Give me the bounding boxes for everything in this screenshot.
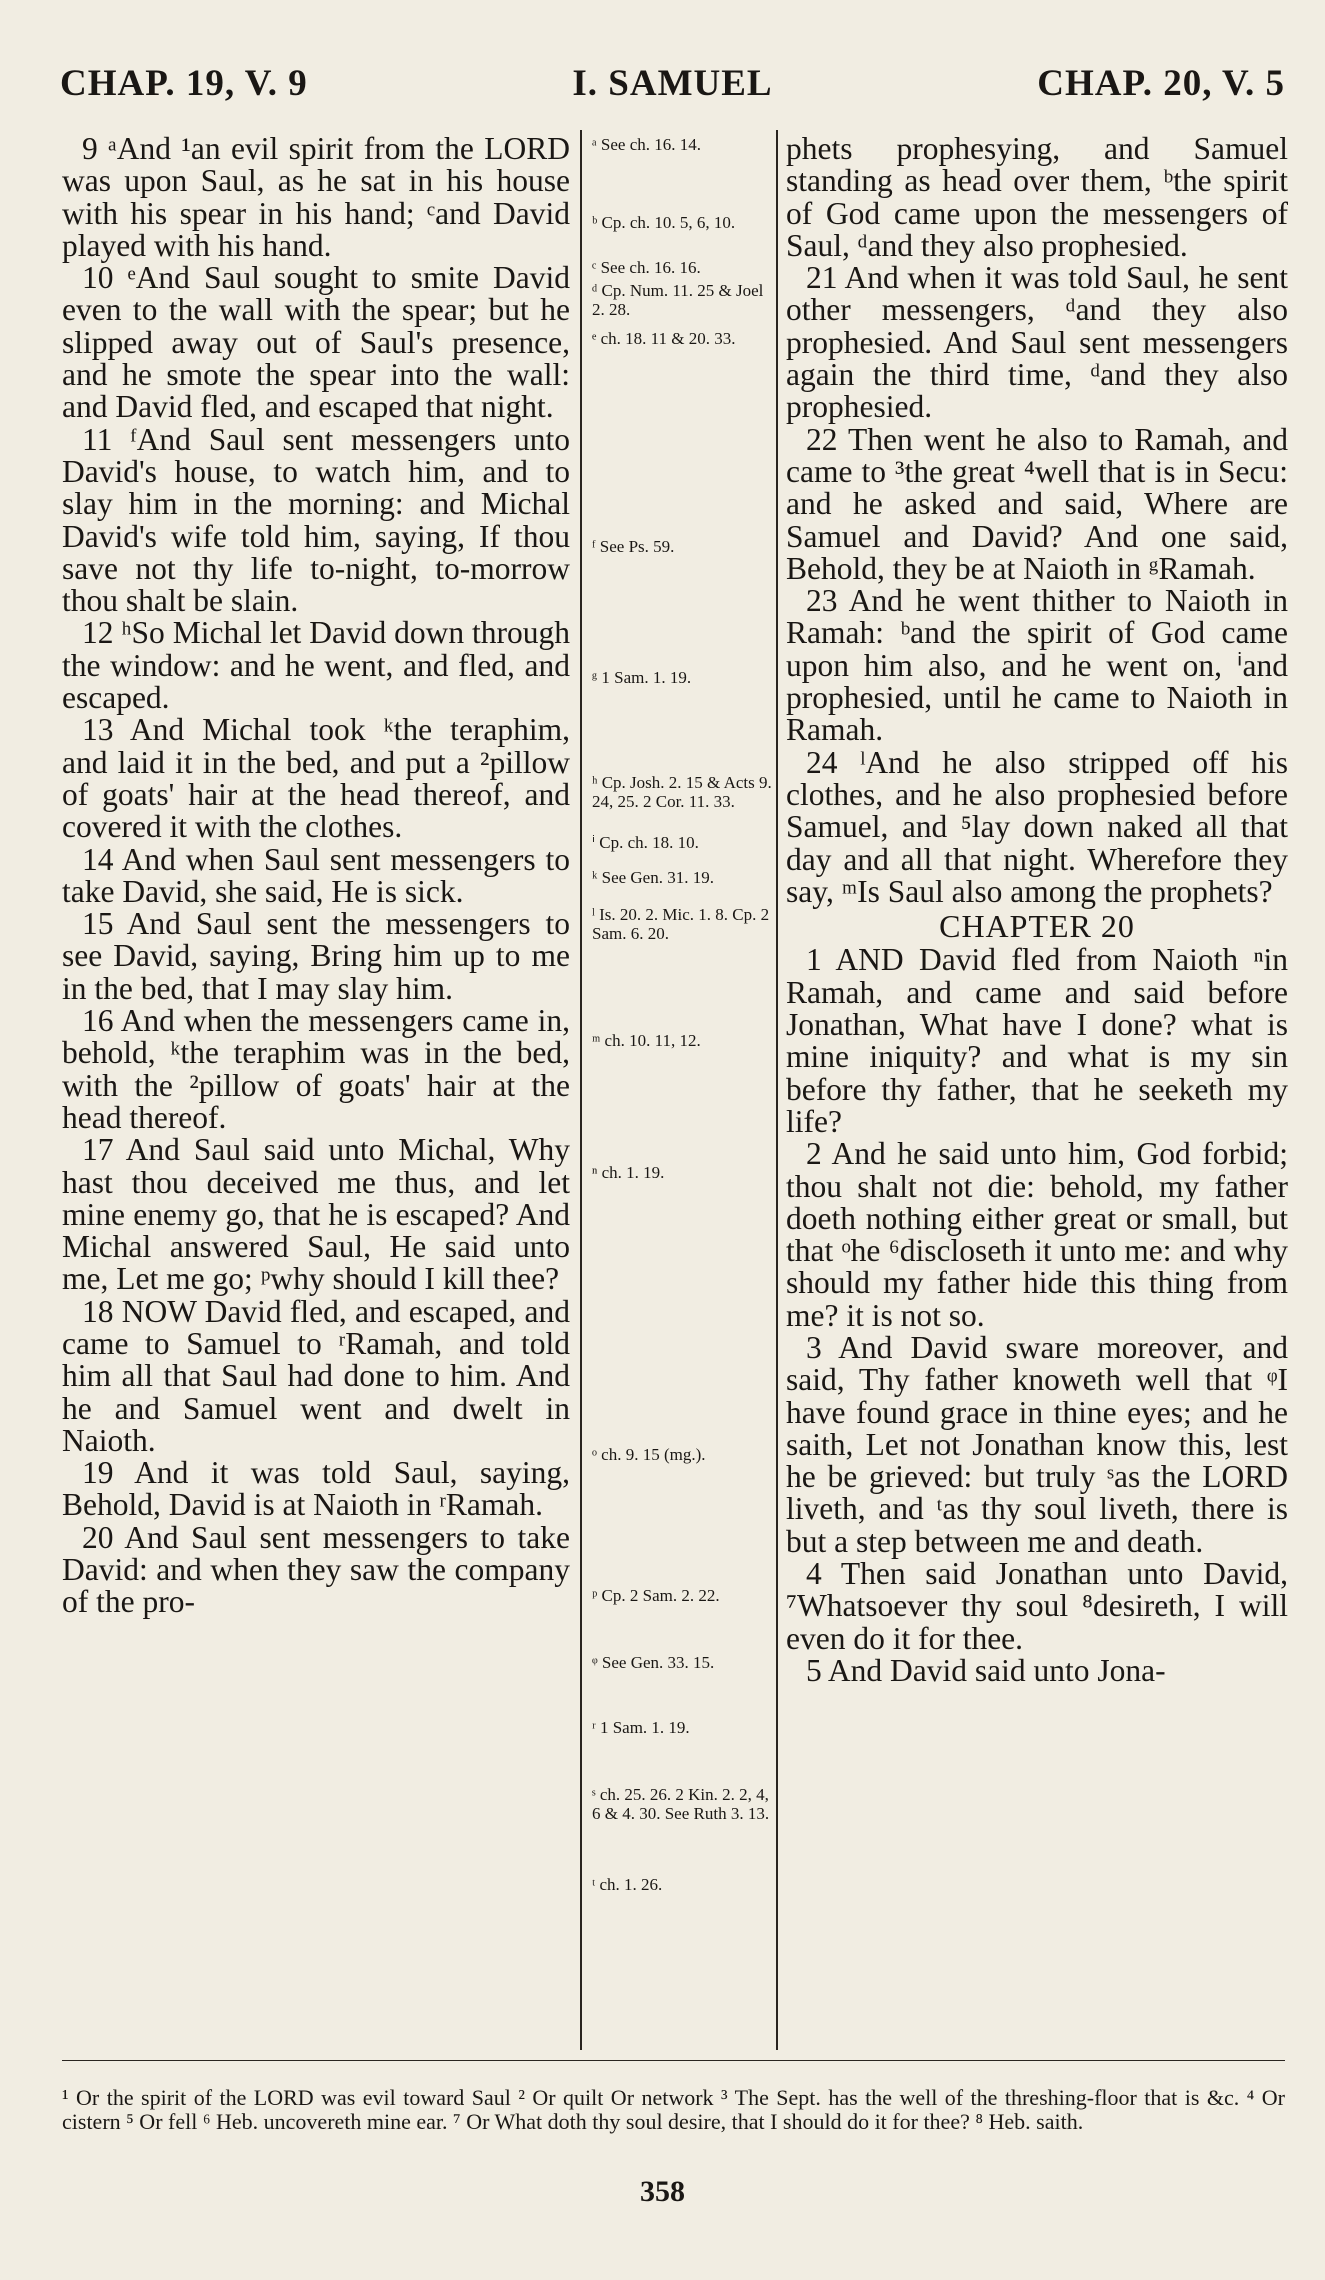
verse-16: 16 And when the messengers came in, behold, ᵏthe teraphim was in the bed, with the ²pillow of goats' hair at the head thereof. (62, 1003, 570, 1135)
cross-ref-a: ᵃ See ch. 16. 14. (592, 135, 701, 154)
verse-24: 24 ˡAnd he also stripped off his clothes, and he also prophesied before Samuel, and ⁵lay down naked all that day and all that night. Wherefore they say, ᵐIs Saul also among the prophets? (786, 744, 1288, 909)
verse-9: 9 ᵃAnd ¹an evil spirit from the LORD was upon Saul, as he sat in his house with his spear in his hand; ᶜand David played with his hand. (62, 131, 570, 263)
ch20-verse-4: 4 Then said Jonathan unto David, ⁷Whatsoever thy soul ⁸desireth, I will even do it for thee. (786, 1556, 1288, 1656)
verse-13: 13 And Michal took ᵏthe teraphim, and laid it in the bed, and put a ²pillow of goats' hair at the head thereof, and covered it with the clothes. (62, 712, 570, 845)
verse-12: 12 ʰSo Michal let David down through the window: and he went, and fled, and escaped. (62, 615, 570, 716)
chapter-heading: CHAPTER 20 (939, 908, 1135, 945)
cross-ref-b: ᵇ Cp. ch. 10. 5, 6, 10. (592, 213, 736, 232)
footnotes: ¹ Or the spirit of the LORD was evil toward Saul ² Or quilt Or network ³ The Sept. has the well of the threshing-floor that is &c. ⁴ Or cistern ⁵ Or fell ⁶ Heb. uncovereth mine ear. ⁷ Or What doth thy soul desire, that I should do it for thee? ⁸ Heb. saith. (62, 2085, 1285, 2134)
page-number: 358 (640, 2175, 685, 2208)
cross-ref-m: ᵐ ch. 10. 11, 12. (592, 1031, 701, 1050)
header-book-title: I. SAMUEL (572, 63, 773, 104)
left-text-column (62, 133, 570, 1619)
cross-ref-t: ᵗ ch. 1. 26. (592, 1875, 663, 1894)
verse-21: 21 And when it was told Saul, he sent other messengers, ᵈand they also prophesied. And Saul sent messengers again the third time, ᵈand they also prophesied. (786, 260, 1288, 425)
verse-22: 22 Then went he also to Ramah, and came to ³the great ⁴well that is in Secu: and he asked and said, Where are Samuel and David? And one said, Behold, they be at Naioth in ᵍRamah. (786, 421, 1288, 586)
cross-ref-r: ʳ 1 Sam. 1. 19. (592, 1718, 690, 1737)
header-right: CHAP. 20, V. 5 (1037, 63, 1285, 104)
cross-ref-c: ᶜ See ch. 16. 16. (592, 258, 701, 277)
column-rule-right (776, 130, 778, 2050)
cross-ref-f: ᶠ See Ps. 59. (592, 537, 675, 556)
verse-15: 15 And Saul sent the messengers to see David, saying, Bring him up to me in the bed, that I may slay him. (62, 906, 570, 1006)
cross-ref-n: ⁿ ch. 1. 19. (592, 1163, 665, 1182)
ch20-verse-5: 5 And David said unto Jona- (806, 1652, 1166, 1688)
cross-ref-o: ᵒ ch. 9. 15 (mg.). (592, 1445, 706, 1464)
verse-18: 18 NOW David fled, and escaped, and came to Samuel to ʳRamah, and told him all that Saul had done to him. And he and Samuel went and dwelt in Naioth. (62, 1293, 570, 1458)
cross-ref-e: ᵉ ch. 18. 11 & 20. 33. (592, 329, 736, 348)
right-text-column (786, 133, 1288, 1687)
cross-ref-d: ᵈ Cp. Num. 11. 25 & Joel 2. 28. (592, 281, 764, 319)
ch20-verse-1: 1 AND David fled from Naioth ⁿin Ramah, and came and said before Jonathan, What have I done? what is mine iniquity? and what is my sin before thy father, that he seeketh my life? (786, 942, 1288, 1139)
cross-ref-i: ⁱ Cp. ch. 18. 10. (592, 833, 699, 852)
verse-11: 11 ᶠAnd Saul sent messengers unto David's house, to watch him, and to slay him in the morning: and Michal David's wife told him, saying, If thou save not thy life to-night, to-morrow thou shalt be slain. (62, 421, 570, 619)
ch20-verse-2: 2 And he said unto him, God forbid; thou shalt not die: behold, my father doeth nothing either great or small, but that ᵒhe ⁶discloseth it unto me: and why should my father hide this thing from me? it is not so. (786, 1136, 1288, 1333)
cross-ref-h: ʰ Cp. Josh. 2. 15 & Acts 9. 24, 25. 2 Cor. 11. 33. (592, 773, 772, 811)
ch20-verse-3: 3 And David sware moreover, and said, Thy father knoweth well that ᵠI have found grace in thine eyes; and he saith, Let not Jonathan know this, lest he be grieved: but truly ˢas the LORD liveth, and ᵗas thy soul liveth, there is but a step between me and death. (786, 1329, 1288, 1559)
verse-10: 10 ᵉAnd Saul sought to smite David even to the wall with the spear; but he slipped away out of Saul's presence, and he smote the spear into the wall: and David fled, and escaped that night. (62, 260, 570, 425)
column-rule-left (580, 130, 582, 2050)
verse-19: 19 And it was told Saul, saying, Behold, David is at Naioth in ʳRamah. (62, 1455, 570, 1523)
cross-ref-q: ᵠ See Gen. 33. 15. (592, 1653, 715, 1672)
verse-23: 23 And he went thither to Naioth in Ramah: ᵇand the spirit of God came upon him also, and he went on, ⁱand prophesied, until he came to Naioth in Ramah. (786, 583, 1288, 748)
cross-ref-g: ᵍ 1 Sam. 1. 19. (592, 668, 692, 687)
running-header (60, 62, 1285, 122)
cross-ref-s: ˢ ch. 25. 26. 2 Kin. 2. 2, 4, 6 & 4. 30. See Ruth 3. 13. (592, 1785, 770, 1823)
verse-20-cont: phets prophesying, and Samuel standing as head over them, ᵇthe spirit of God came upon the messengers of Saul, ᵈand they also prophesied. (786, 131, 1288, 263)
verse-20: 20 And Saul sent messengers to take David: and when they saw the company of the pro- (62, 1519, 570, 1620)
cross-ref-k: ᵏ See Gen. 31. 19. (592, 868, 714, 887)
verse-17: 17 And Saul said unto Michal, Why hast thou deceived me thus, and let mine enemy go, that he is escaped? And Michal answered Saul, He said unto me, Let me go; ᵖwhy should I kill thee? (62, 1132, 570, 1297)
footnote-rule (62, 2060, 1285, 2061)
header-left: CHAP. 19, V. 9 (60, 63, 308, 104)
cross-ref-p: ᵖ Cp. 2 Sam. 2. 22. (592, 1586, 720, 1605)
cross-ref-l: ˡ Is. 20. 2. Mic. 1. 8. Cp. 2 Sam. 6. 20. (592, 905, 770, 943)
verse-14: 14 And when Saul sent messengers to take David, she said, He is sick. (62, 841, 570, 909)
